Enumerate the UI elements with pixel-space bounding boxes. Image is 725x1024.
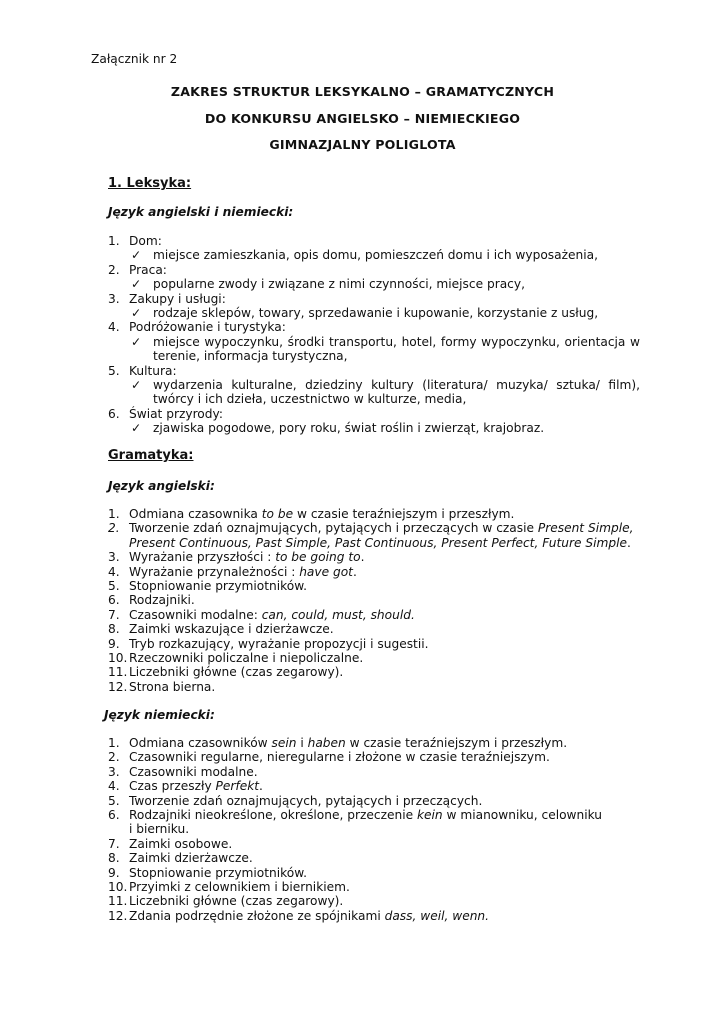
item-term: Present Simple, Present Continuous, Past Simple, Past Continuous, Present Perfect, Future Simple: [129, 521, 634, 550]
lexis-topic: Dom:: [129, 234, 162, 248]
lexis-item: [108, 407, 640, 436]
lexis-detail-item: [129, 421, 640, 435]
item-text: Rodzajniki.: [129, 593, 195, 608]
item-text: Liczebniki główne (czas zegarowy).: [129, 894, 344, 909]
lexis-details: [129, 421, 640, 435]
lexis-details: [129, 378, 640, 407]
list-number: 8.: [108, 622, 120, 637]
check-icon: ✓: [131, 378, 142, 393]
item-text: Tworzenie zdań oznajmujących, pytających i przeczących w czasie: [129, 521, 538, 536]
list-number: 5.: [108, 793, 120, 808]
english-grammar-list: [108, 507, 640, 694]
check-icon: ✓: [131, 334, 142, 349]
item-text: Wyrażanie przynależności :: [129, 564, 300, 579]
english-grammar-item: [108, 608, 640, 622]
list-number: 8.: [108, 851, 120, 866]
list-number: 10.: [108, 880, 128, 895]
attachment-label: Załącznik nr 2: [91, 52, 178, 66]
list-number: 12.: [108, 679, 128, 694]
item-text: Liczebniki główne (czas zegarowy).: [129, 665, 344, 680]
list-number: 4.: [108, 320, 120, 335]
item-term: can, could, must, should.: [261, 607, 415, 622]
item-text-end: w czasie teraźniejszym i przeszłym.: [293, 507, 515, 521]
german-subheading: Język niemiecki:: [104, 708, 215, 722]
check-icon: ✓: [131, 248, 142, 263]
lexis-details: [129, 335, 640, 364]
item-text: Tworzenie zdań oznajmujących, pytających i przeczących.: [129, 793, 483, 808]
lexis-detail-item: [129, 277, 640, 291]
lexis-detail-text: zjawiska pogodowe, pory roku, świat roślin i zwierząt, krajobraz.: [153, 421, 545, 436]
english-grammar-item: [108, 637, 640, 651]
item-text: Strona bierna.: [129, 679, 216, 694]
german-grammar-item: [108, 750, 608, 764]
german-grammar-item: [108, 866, 608, 880]
lexis-detail-text: rodzaje sklepów, towary, sprzedawanie i kupowanie, korzystanie z usług,: [153, 306, 599, 321]
item-text: Zaimki osobowe.: [129, 836, 233, 851]
list-number: 3.: [108, 764, 120, 779]
lexis-details: [129, 248, 640, 262]
item-text: Rzeczowniki policzalne i niepoliczalne.: [129, 651, 364, 666]
lexis-item: [108, 320, 640, 363]
german-grammar-item: [108, 765, 608, 779]
item-text: Stopniowanie przymiotników.: [129, 579, 307, 594]
item-text: Wyrażanie przyszłości :: [129, 550, 276, 565]
item-text: Czas przeszły: [129, 779, 216, 794]
item-term-2: haben: [307, 736, 346, 750]
item-text-end: w czasie teraźniejszym i przeszłym.: [345, 736, 568, 750]
item-text: Odmiana czasownika: [129, 507, 262, 521]
check-icon: ✓: [131, 306, 142, 321]
item-term: Perfekt: [215, 779, 260, 794]
grammar-heading: Gramatyka:: [108, 448, 194, 463]
lexis-details: [129, 306, 640, 320]
lexis-detail-item: [129, 335, 640, 364]
english-grammar-item: [108, 565, 640, 579]
list-number: 2.: [108, 521, 120, 536]
list-number: 9.: [108, 865, 120, 880]
item-text: Stopniowanie przymiotników.: [129, 865, 307, 880]
german-grammar-item: [108, 880, 608, 894]
german-grammar-item: [108, 736, 608, 750]
english-subheading: Język angielski:: [108, 479, 215, 493]
list-number: 6.: [108, 593, 120, 608]
lexis-detail-item: [129, 306, 640, 320]
item-text: Czasowniki modalne:: [129, 607, 262, 622]
list-number: 5.: [108, 579, 120, 594]
item-text-mid: .: [259, 779, 263, 794]
item-text-end: .: [360, 550, 365, 565]
item-text: Czasowniki modalne.: [129, 764, 258, 779]
check-icon: ✓: [131, 277, 142, 292]
german-grammar-item: [108, 779, 608, 793]
english-grammar-item: [108, 651, 640, 665]
item-text: Czasowniki regularne, nieregularne i złożone w czasie teraźniejszym.: [129, 750, 550, 765]
item-text: Tryb rozkazujący, wyrażanie propozycji i sugestii.: [129, 636, 429, 651]
list-number: 12.: [108, 908, 128, 923]
lexis-item: [108, 292, 640, 321]
list-number: 4.: [108, 779, 120, 794]
title-line-2: DO KONKURSU ANGIELSKO – NIEMIECKIEGO: [204, 111, 521, 126]
german-grammar-list: [108, 736, 608, 923]
item-term: to be: [261, 507, 294, 521]
list-number: 2.: [108, 750, 120, 765]
lexis-topic: Kultura:: [129, 363, 177, 378]
item-text-end: .: [352, 564, 357, 579]
list-number: 3.: [108, 550, 120, 565]
item-text: Zaimki dzierżawcze.: [129, 851, 253, 866]
title-line-3: GIMNAZJALNY POLIGLOTA: [269, 137, 456, 152]
list-number: 1.: [108, 234, 120, 248]
lexis-detail-text: miejsce wypoczynku, środki transportu, hotel, formy wypoczynku, orientacja w terenie, informacja turystyczna,: [153, 334, 640, 364]
item-text: Odmiana czasowników: [129, 736, 272, 750]
item-text-mid: i: [296, 736, 308, 750]
list-number: 1.: [108, 507, 120, 521]
item-text-mid: w mianowniku, celowniku i bierniku.: [129, 808, 603, 837]
list-number: 6.: [108, 808, 120, 823]
lexis-heading: 1. Leksyka:: [108, 176, 192, 191]
lexis-topic: Praca:: [129, 262, 167, 277]
german-grammar-item: [108, 851, 608, 865]
english-grammar-item: [108, 521, 640, 550]
german-grammar-item: [108, 837, 608, 851]
lexis-details: [129, 277, 640, 291]
english-grammar-item: [108, 579, 640, 593]
list-number: 11.: [108, 894, 128, 909]
english-grammar-item: [108, 665, 640, 679]
lexis-detail-item: [129, 378, 640, 407]
german-grammar-item: [108, 909, 608, 923]
german-grammar-item: [108, 794, 608, 808]
item-term: to be going to: [275, 550, 361, 565]
lexis-detail-text: wydarzenia kulturalne, dziedziny kultury (literatura/ muzyka/ sztuka/ film), twórcy i ich dzieła, uczestnictwo w kulturze, media,: [153, 378, 640, 407]
list-number: 5.: [108, 363, 120, 378]
english-grammar-item: [108, 550, 640, 564]
lexis-detail-text: popularne zwody i związane z nimi czynności, miejsce pracy,: [153, 277, 525, 292]
item-text: Przyimki z celownikiem i biernikiem.: [129, 880, 350, 895]
item-text-end: .: [626, 535, 631, 550]
item-term: have got: [299, 564, 353, 579]
list-number: 9.: [108, 636, 120, 651]
german-grammar-item: [108, 808, 608, 837]
german-grammar-item: [108, 894, 608, 908]
lexis-item: [108, 263, 640, 292]
lexis-list: [108, 234, 640, 436]
list-number: 2.: [108, 262, 120, 277]
lexis-subheading: Język angielski i niemiecki:: [108, 205, 294, 219]
list-number: 4.: [108, 564, 120, 579]
lexis-item: [108, 234, 640, 263]
item-term: sein: [271, 736, 297, 750]
item-term: dass, weil, wenn.: [384, 908, 490, 923]
english-grammar-item: [108, 622, 640, 636]
check-icon: ✓: [131, 421, 142, 436]
list-number: 10.: [108, 651, 128, 666]
list-number: 3.: [108, 291, 120, 306]
item-text: Zdania podrzędnie złożone ze spójnikami: [129, 908, 385, 923]
lexis-topic: Świat przyrody:: [129, 406, 223, 421]
english-grammar-item: [108, 507, 640, 521]
list-number: 1.: [108, 736, 120, 750]
list-number: 7.: [108, 607, 120, 622]
item-text: Rodzajniki nieokreślone, określone, przeczenie: [129, 808, 417, 823]
english-grammar-item: [108, 680, 640, 694]
lexis-topic: Zakupy i usługi:: [129, 291, 226, 306]
list-number: 7.: [108, 836, 120, 851]
item-term: kein: [416, 808, 443, 823]
list-number: 6.: [108, 406, 120, 421]
lexis-item: [108, 364, 640, 407]
english-grammar-item: [108, 593, 640, 607]
lexis-detail-item: [129, 248, 640, 262]
lexis-detail-text: miejsce zamieszkania, opis domu, pomieszczeń domu i ich wyposażenia,: [153, 248, 598, 263]
lexis-topic: Podróżowanie i turystyka:: [129, 320, 286, 335]
list-number: 11.: [108, 665, 128, 680]
title-line-1: ZAKRES STRUKTUR LEKSYKALNO – GRAMATYCZNYCH: [170, 84, 555, 99]
item-text: Zaimki wskazujące i dzierżawcze.: [129, 622, 334, 637]
